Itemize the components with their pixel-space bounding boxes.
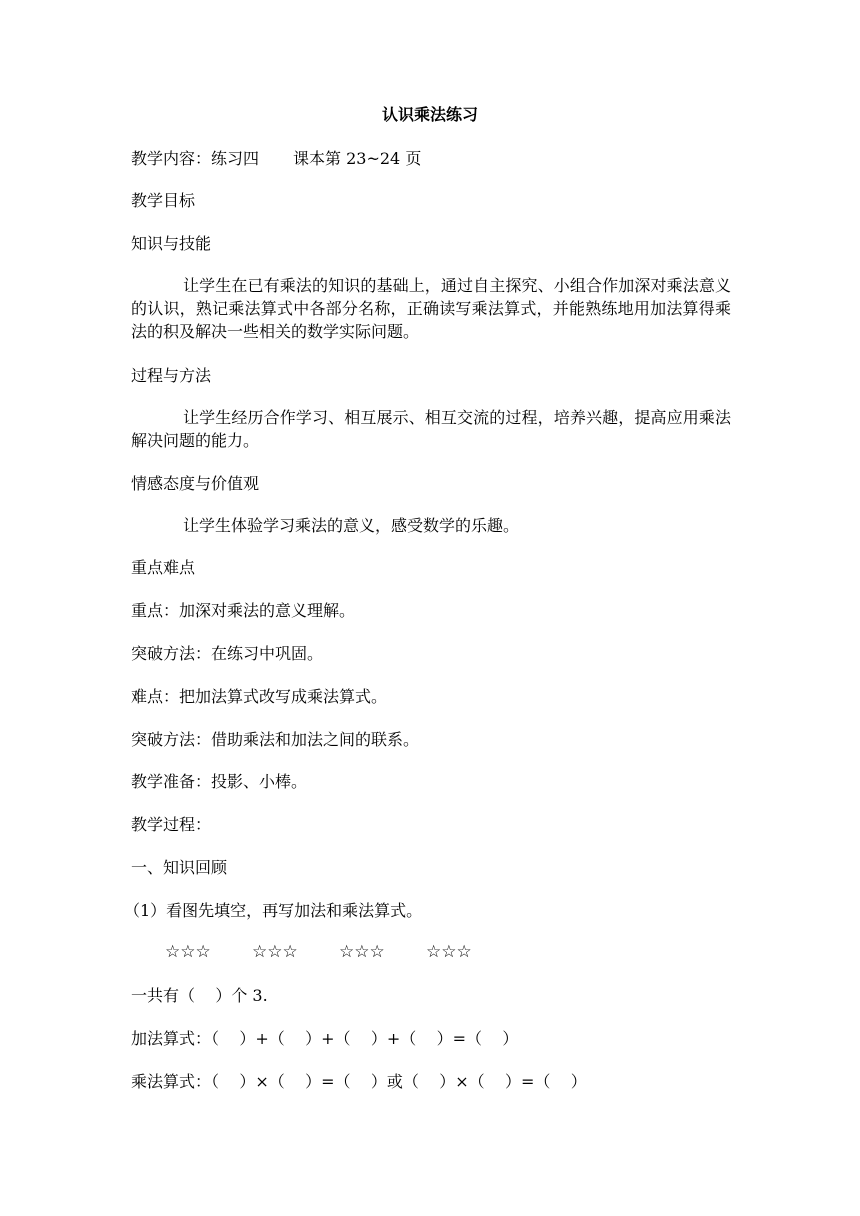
textbook-pages: 课本第 23~24 页 bbox=[293, 149, 422, 168]
process-heading: 过程与方法 bbox=[131, 366, 212, 385]
document-title: 认识乘法练习 bbox=[381, 105, 478, 124]
addition-formula: 加法算式：（ ）+（ ）+（ ）+（ ）=（ ） bbox=[131, 1029, 519, 1048]
knowledge-heading: 知识与技能 bbox=[131, 234, 212, 253]
difficulty-method: 突破方法：借助乘法和加法之间的联系。 bbox=[131, 730, 420, 749]
teaching-process-label: 教学过程： bbox=[131, 815, 212, 834]
star-group: ☆☆☆ bbox=[252, 942, 298, 962]
knowledge-paragraph: 让学生在已有乘法的知识的基础上，通过自主探究、小组合作加深对乘法意义的认识，熟记乘法算式中各部分名称，正确读写乘法算式，并能熟练地用加法算得乘法的积及解决一些相关的数学实际问题。 bbox=[131, 276, 731, 341]
process-paragraph: 让学生经历合作学习、相互展示、相互交流的过程，培养兴趣，提高应用乘法解决问题的能力。 bbox=[131, 408, 731, 450]
section-review-heading: 一、知识回顾 bbox=[131, 858, 228, 877]
teaching-content-label: 教学内容：练习四 bbox=[131, 149, 260, 168]
star-group: ☆☆☆ bbox=[339, 942, 385, 962]
multiplication-formula: 乘法算式：（ ）×（ ）=（ ）或（ ）×（ ）=（ ） bbox=[131, 1072, 587, 1091]
goals-heading: 教学目标 bbox=[131, 191, 196, 210]
difficulty-point: 难点：把加法算式改写成乘法算式。 bbox=[131, 687, 388, 706]
key-method: 突破方法：在练习中巩固。 bbox=[131, 644, 324, 663]
teaching-content-line bbox=[131, 148, 421, 170]
star-group: ☆☆☆ bbox=[426, 942, 472, 962]
teaching-preparation: 教学准备：投影、小棒。 bbox=[131, 772, 308, 791]
key-point: 重点：加深对乘法的意义理解。 bbox=[131, 601, 356, 620]
emotion-heading: 情感态度与价值观 bbox=[131, 474, 260, 493]
exercise-instruction: （1）看图先填空，再写加法和乘法算式。 bbox=[124, 901, 423, 920]
star-groups bbox=[165, 941, 513, 963]
key-difficulty-heading: 重点难点 bbox=[131, 558, 196, 577]
total-count-blank: 一共有（ ）个 3. bbox=[131, 986, 268, 1005]
emotion-paragraph: 让学生体验学习乘法的意义，感受数学的乐趣。 bbox=[183, 516, 520, 535]
star-group: ☆☆☆ bbox=[165, 942, 211, 962]
